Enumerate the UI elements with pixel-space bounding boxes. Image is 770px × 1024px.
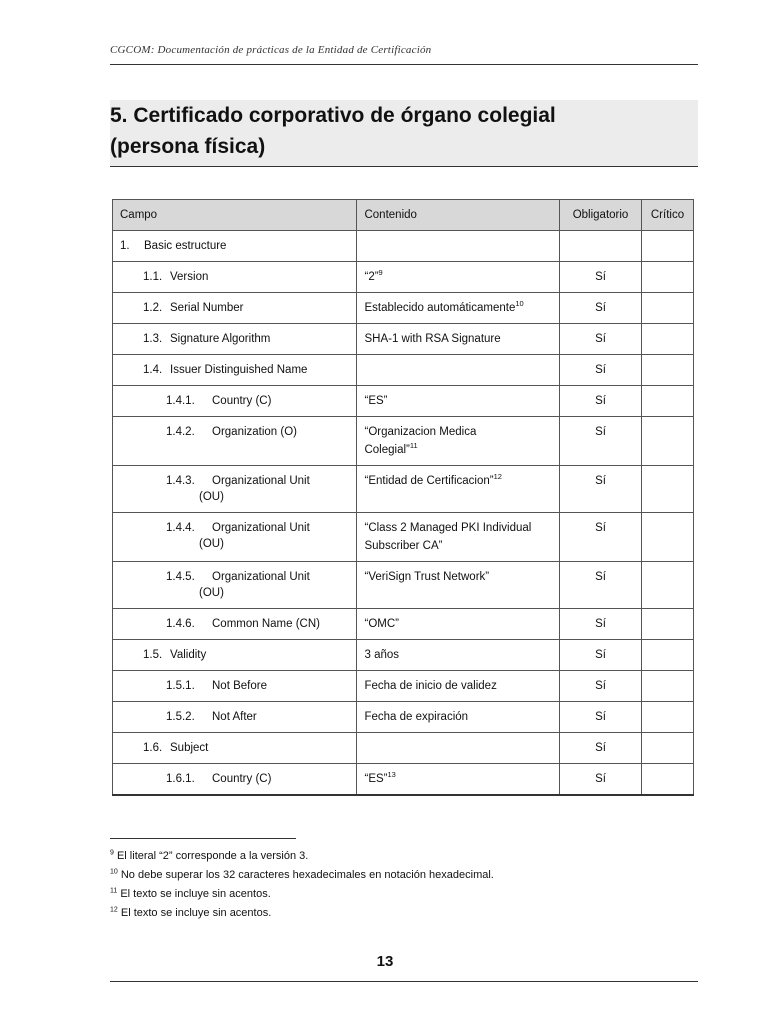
obligatorio-cell: Sí bbox=[560, 562, 642, 609]
content-value: Establecido automáticamente bbox=[364, 302, 516, 314]
content-value: “OMC” bbox=[364, 618, 399, 630]
obligatorio-cell: Sí bbox=[560, 324, 642, 355]
footnote-ref: 9 bbox=[378, 268, 383, 278]
critico-cell bbox=[641, 355, 693, 386]
footnote bbox=[110, 866, 494, 885]
critico-cell bbox=[641, 640, 693, 671]
critico-cell bbox=[641, 764, 693, 796]
field-number: 1.2. bbox=[143, 302, 163, 314]
content-value-line-2: Colegial” bbox=[364, 444, 410, 456]
field-label bbox=[120, 299, 349, 317]
field-number: 1.4.6. bbox=[166, 618, 195, 630]
field-name: Organizational Unit bbox=[212, 522, 310, 534]
table-row bbox=[113, 262, 694, 293]
section-title-line-2: (persona física) bbox=[110, 135, 266, 158]
field-number: 1.4. bbox=[143, 364, 163, 376]
content-cell bbox=[357, 293, 560, 324]
content-cell bbox=[357, 513, 560, 562]
field-name: Subject bbox=[170, 742, 209, 754]
field-name-continuation: (OU) bbox=[199, 587, 224, 599]
field-cell bbox=[113, 355, 357, 386]
field-cell bbox=[113, 733, 357, 764]
field-label bbox=[120, 646, 349, 664]
field-name: Basic estructure bbox=[144, 240, 227, 252]
field-cell bbox=[113, 513, 357, 562]
field-label bbox=[120, 237, 349, 255]
content-value: SHA-1 with RSA Signature bbox=[364, 333, 501, 345]
field-name: Not After bbox=[212, 711, 257, 723]
footnote-ref: 10 bbox=[515, 299, 524, 309]
content-value: “ES” bbox=[364, 773, 388, 785]
field-cell bbox=[113, 293, 357, 324]
content-cell bbox=[357, 355, 560, 386]
table-row bbox=[113, 764, 694, 796]
field-label bbox=[120, 739, 349, 757]
table-row bbox=[113, 562, 694, 609]
critico-cell bbox=[641, 386, 693, 417]
column-header-critico: Crítico bbox=[641, 200, 693, 231]
footnote-text: El texto se incluye sin acentos. bbox=[120, 907, 272, 919]
field-label bbox=[120, 677, 349, 695]
table-row bbox=[113, 702, 694, 733]
field-label bbox=[120, 770, 349, 788]
field-cell bbox=[113, 417, 357, 466]
field-number: 1.4.1. bbox=[166, 395, 195, 407]
field-number: 1.4.5. bbox=[166, 571, 195, 583]
footnote-number: 11 bbox=[110, 887, 118, 895]
obligatorio-cell: Sí bbox=[560, 640, 642, 671]
content-cell bbox=[357, 764, 560, 796]
content-value: “VeriSign Trust Network” bbox=[364, 571, 490, 583]
field-number: 1.6.1. bbox=[166, 773, 195, 785]
field-name: Organizational Unit bbox=[212, 571, 310, 583]
obligatorio-cell: Sí bbox=[560, 417, 642, 466]
content-cell bbox=[357, 702, 560, 733]
table-row bbox=[113, 386, 694, 417]
field-name: Version bbox=[170, 271, 209, 283]
obligatorio-cell: Sí bbox=[560, 609, 642, 640]
field-number: 1.4.3. bbox=[166, 475, 195, 487]
field-name: Serial Number bbox=[170, 302, 244, 314]
content-cell bbox=[357, 262, 560, 293]
critico-cell bbox=[641, 733, 693, 764]
footnote-separator bbox=[110, 838, 296, 839]
field-name: Common Name (CN) bbox=[212, 618, 320, 630]
table-row bbox=[113, 417, 694, 466]
field-cell bbox=[113, 324, 357, 355]
field-cell bbox=[113, 562, 357, 609]
field-cell bbox=[113, 764, 357, 796]
content-value: “Entidad de Certificacion” bbox=[364, 475, 494, 487]
field-label bbox=[120, 423, 349, 441]
table-row bbox=[113, 231, 694, 262]
footnotes bbox=[110, 847, 494, 923]
section-title-line-1: 5. Certificado corporativo de órgano colegial bbox=[110, 104, 556, 127]
field-name: Validity bbox=[170, 649, 207, 661]
critico-cell bbox=[641, 324, 693, 355]
content-cell bbox=[357, 324, 560, 355]
critico-cell bbox=[641, 466, 693, 513]
field-label bbox=[120, 568, 349, 602]
field-number: 1.1. bbox=[143, 271, 163, 283]
field-label bbox=[120, 392, 349, 410]
footnote bbox=[110, 904, 494, 923]
field-cell bbox=[113, 262, 357, 293]
content-cell bbox=[357, 231, 560, 262]
content-cell bbox=[357, 671, 560, 702]
obligatorio-cell: Sí bbox=[560, 262, 642, 293]
obligatorio-cell: Sí bbox=[560, 671, 642, 702]
certificate-fields-table bbox=[112, 199, 694, 796]
table-row bbox=[113, 671, 694, 702]
footnote bbox=[110, 847, 494, 866]
critico-cell bbox=[641, 293, 693, 324]
column-header-campo: Campo bbox=[113, 200, 357, 231]
content-value-line-1: “Organizacion Medica bbox=[364, 426, 477, 438]
footnote-number: 12 bbox=[110, 906, 118, 914]
content-cell bbox=[357, 417, 560, 466]
field-label bbox=[120, 708, 349, 726]
field-name-continuation: (OU) bbox=[199, 538, 224, 550]
field-name: Issuer Distinguished Name bbox=[170, 364, 308, 376]
content-value: Fecha de expiración bbox=[364, 711, 469, 723]
running-header: CGCOM: Documentación de prácticas de la Entidad de Certificación bbox=[110, 44, 432, 56]
page-number: 13 bbox=[376, 953, 394, 970]
obligatorio-cell: Sí bbox=[560, 702, 642, 733]
field-label bbox=[120, 330, 349, 348]
content-value: Fecha de inicio de validez bbox=[364, 680, 497, 692]
footer-rule bbox=[110, 981, 698, 982]
field-cell bbox=[113, 466, 357, 513]
table-row bbox=[113, 513, 694, 562]
critico-cell bbox=[641, 262, 693, 293]
obligatorio-cell: Sí bbox=[560, 513, 642, 562]
field-label bbox=[120, 519, 349, 553]
content-cell bbox=[357, 386, 560, 417]
critico-cell bbox=[641, 513, 693, 562]
column-header-obligatorio: Obligatorio bbox=[560, 200, 642, 231]
content-value-line-2: Subscriber CA” bbox=[364, 540, 443, 552]
content-cell bbox=[357, 733, 560, 764]
field-name: Organization (O) bbox=[212, 426, 298, 438]
critico-cell bbox=[641, 671, 693, 702]
footnote-ref: 12 bbox=[493, 472, 502, 482]
column-header-contenido: Contenido bbox=[357, 200, 560, 231]
field-name: Country (C) bbox=[212, 395, 272, 407]
field-number: 1.5.2. bbox=[166, 711, 195, 723]
field-cell bbox=[113, 231, 357, 262]
field-number: 1.6. bbox=[143, 742, 163, 754]
obligatorio-cell: Sí bbox=[560, 764, 642, 796]
obligatorio-cell: Sí bbox=[560, 733, 642, 764]
footnote-text: El texto se incluye sin acentos. bbox=[120, 888, 271, 900]
table-row bbox=[113, 355, 694, 386]
obligatorio-cell: Sí bbox=[560, 386, 642, 417]
footnote-number: 10 bbox=[110, 868, 118, 876]
critico-cell bbox=[641, 702, 693, 733]
field-number: 1.3. bbox=[143, 333, 163, 345]
footnote-ref: 13 bbox=[387, 770, 396, 780]
field-name: Signature Algorithm bbox=[170, 333, 271, 345]
field-name-continuation: (OU) bbox=[199, 491, 224, 503]
critico-cell bbox=[641, 417, 693, 466]
field-number: 1.5.1. bbox=[166, 680, 195, 692]
table-row bbox=[113, 324, 694, 355]
critico-cell bbox=[641, 562, 693, 609]
footnote-number: 9 bbox=[110, 849, 114, 857]
field-number: 1.4.4. bbox=[166, 522, 195, 534]
content-value: “2” bbox=[364, 271, 379, 283]
footnote bbox=[110, 885, 494, 904]
content-cell bbox=[357, 562, 560, 609]
critico-cell bbox=[641, 231, 693, 262]
obligatorio-cell: Sí bbox=[560, 355, 642, 386]
field-name: Not Before bbox=[212, 680, 267, 692]
field-number: 1. bbox=[120, 240, 130, 252]
content-value-line-1: “Class 2 Managed PKI Individual bbox=[364, 522, 532, 534]
field-cell bbox=[113, 386, 357, 417]
field-label bbox=[120, 472, 349, 506]
footnote-text: No debe superar los 32 caracteres hexadecimales en notación hexadecimal. bbox=[120, 869, 494, 881]
field-name: Country (C) bbox=[212, 773, 272, 785]
section-title bbox=[110, 100, 698, 162]
header-rule bbox=[110, 64, 698, 65]
table-row bbox=[113, 733, 694, 764]
obligatorio-cell bbox=[560, 231, 642, 262]
content-cell bbox=[357, 640, 560, 671]
table-header-row bbox=[113, 200, 694, 231]
field-cell bbox=[113, 702, 357, 733]
table-row bbox=[113, 640, 694, 671]
obligatorio-cell: Sí bbox=[560, 293, 642, 324]
content-cell bbox=[357, 466, 560, 513]
table-row bbox=[113, 293, 694, 324]
footnote-ref: 11 bbox=[409, 441, 418, 451]
field-cell bbox=[113, 671, 357, 702]
obligatorio-cell: Sí bbox=[560, 466, 642, 513]
content-cell bbox=[357, 609, 560, 640]
critico-cell bbox=[641, 609, 693, 640]
field-label bbox=[120, 615, 349, 633]
field-number: 1.4.2. bbox=[166, 426, 195, 438]
field-label bbox=[120, 361, 349, 379]
field-number: 1.5. bbox=[143, 649, 163, 661]
footnote-text: El literal “2” corresponde a la versión 3. bbox=[116, 850, 309, 862]
table-row bbox=[113, 466, 694, 513]
field-name: Organizational Unit bbox=[212, 475, 310, 487]
table-row bbox=[113, 609, 694, 640]
content-value: 3 años bbox=[364, 649, 400, 661]
content-value: “ES” bbox=[364, 395, 388, 407]
field-label bbox=[120, 268, 349, 286]
field-cell bbox=[113, 609, 357, 640]
field-cell bbox=[113, 640, 357, 671]
